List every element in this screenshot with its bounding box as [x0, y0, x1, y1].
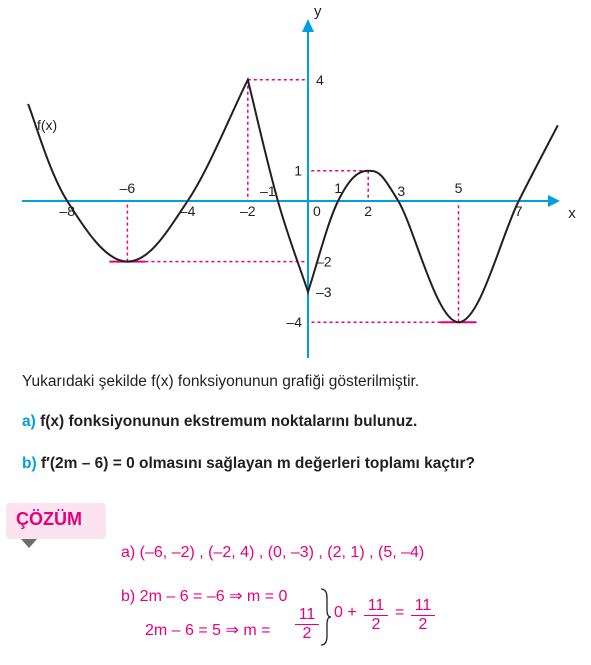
question-b	[22, 455, 475, 473]
x-tick-label: 1	[334, 180, 342, 196]
x-tick-label: 3	[397, 183, 406, 199]
fraction-denominator: 2	[418, 616, 428, 633]
question-a-text: f(x) fonksiyonunun ekstremum noktalarını bulunuz.	[40, 413, 418, 430]
fraction-denominator: 2	[302, 625, 312, 642]
fraction-eleven-halves-2	[364, 597, 388, 634]
question-b-label: b)	[22, 455, 37, 472]
question-a	[22, 413, 417, 431]
x-tick-label: –4	[179, 203, 196, 219]
fraction-numerator: 11	[295, 606, 319, 625]
x-tick-label: –6	[119, 180, 136, 196]
question-b-text: f′(2m – 6) = 0 olmasını sağlayan m değerleri toplamı kaçtır?	[40, 455, 475, 472]
x-axis-name: x	[568, 205, 576, 222]
x-axis-arrow-icon	[548, 195, 560, 207]
fraction-eleven-halves-3	[411, 597, 435, 634]
x-tick-label: –8	[59, 203, 75, 219]
x-tick-label: 5	[454, 180, 463, 196]
origin-label: 0	[313, 203, 321, 219]
y-axis-arrow-icon	[302, 19, 314, 32]
answer-a: a) (–6, –2) , (–2, 4) , (0, –3) , (2, 1) , (5, –4)	[121, 544, 425, 561]
fraction-denominator: 2	[371, 616, 381, 633]
function-name-label: f(x)	[37, 117, 58, 133]
badge-arrow-icon	[21, 539, 37, 548]
question-a-label: a)	[22, 413, 36, 430]
solution-badge-label: ÇÖZÜM	[16, 509, 82, 529]
fraction-numerator: 11	[411, 597, 435, 616]
right-brace-icon	[320, 588, 332, 646]
y-axis-name: y	[314, 3, 322, 20]
x-tick-label: 2	[364, 203, 373, 219]
y-tick-label: 1	[294, 162, 302, 179]
x-tick-label: –2	[240, 203, 256, 219]
intro-text: Yukarıdaki şekilde f(x) fonksiyonunun grafiği gösterilmiştir.	[22, 373, 420, 390]
x-tick-label: 7	[514, 203, 523, 219]
y-tick-label: –2	[316, 253, 332, 270]
axis-tick-labels	[37, 3, 576, 330]
fraction-numerator: 11	[364, 597, 388, 616]
y-tick-label: –4	[286, 314, 302, 331]
answer-b-sum-start: 0 +	[334, 604, 357, 621]
y-tick-label: –3	[316, 283, 332, 300]
fraction-eleven-halves-1	[295, 606, 319, 643]
answer-b-line2: 2m – 6 = 5 ⇒ m =	[145, 622, 271, 639]
y-tick-label: 4	[316, 71, 324, 88]
answer-b-equals: =	[395, 604, 405, 621]
answer-b-line1: b) 2m – 6 = –6 ⇒ m = 0	[121, 588, 288, 605]
x-tick-label: –1	[260, 183, 276, 199]
coordinate-axes	[22, 19, 560, 358]
